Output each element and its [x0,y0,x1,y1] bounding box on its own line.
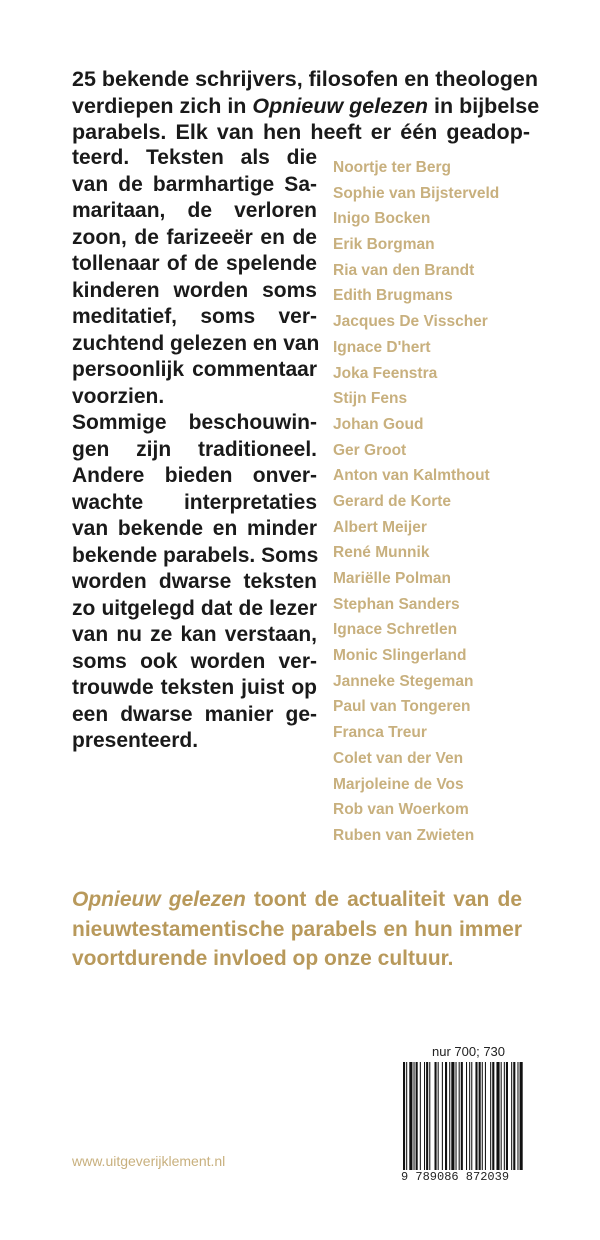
description-line: wachte interpretaties [72,490,317,514]
description-line: meditatief, soms ver- [72,305,317,328]
barcode-bar [517,1062,518,1170]
author-name: Edith Brugmans [333,287,453,305]
author-name: Ignace D'hert [333,338,431,356]
barcode-bar [479,1062,481,1170]
description-line: presenteerd. [72,729,199,752]
author-list [333,155,499,849]
closing-line: voortdurende invloed op onze cultuur. [72,947,454,970]
barcode-bar [511,1062,512,1170]
barcode-bar [429,1062,430,1170]
barcode-bar [504,1062,505,1170]
author-name: Ria van den Brandt [333,261,475,279]
description-line: persoonlijk commentaar [72,358,317,381]
closing-line: nieuwtestamentische parabels en hun immer [72,917,522,941]
description-column [72,145,320,755]
description-line: Sommige beschouwin- [72,411,317,434]
author-name: Anton van Kalmthout [333,467,490,485]
barcode-bar [420,1062,421,1170]
barcode-bar [506,1062,508,1170]
barcode-bar [426,1062,428,1170]
author-name: Mariëlle Polman [333,570,452,587]
isbn-number: 9 789086 872039 [401,1170,526,1184]
author-name: Stephan Sanders [333,595,460,613]
barcode-bar [475,1062,477,1170]
closing-line: Opnieuw gelezen toont de actualiteit van de [72,888,522,911]
book-title-italic: Opnieuw gelezen [252,93,429,118]
barcode-bar [442,1062,443,1170]
author-name: Franca Treur [333,724,427,742]
description-line: bekende parabels. Soms [72,543,319,567]
barcode-bar [424,1062,425,1170]
description-line: Andere bieden onver- [72,464,317,487]
description-line: een dwarse manier ge- [72,702,317,726]
author-name: Sophie van Bijsterveld [333,184,500,202]
barcode [401,1062,526,1186]
barcode-bar [461,1062,463,1170]
barcode-bar [496,1062,499,1170]
author-name: Inigo Bocken [333,210,431,228]
barcode-bar [406,1062,407,1170]
barcode-bar [471,1062,472,1170]
author-name: Colet van der Ven [333,749,464,767]
barcode-bar [485,1062,486,1170]
description-line: voorzien. [72,384,165,408]
description-line: van de barmhartige Sa- [72,172,317,196]
author-name: Albert Meijer [333,518,427,536]
author-name: Johan Goud [333,415,424,433]
barcode-bar [416,1062,418,1170]
description-line: soms ook worden ver- [72,649,317,673]
author-name: Erik Borgman [333,236,435,254]
author-name: Marjoleine de Vos [333,775,464,793]
nur-code: nur 700; 730 [432,1044,506,1059]
description-line: zoon, de farizeeër en de [72,225,317,249]
author-name: Stijn Fens [333,390,408,408]
author-name: Jacques De Visscher [333,313,488,331]
intro-line: 25 bekende schrijvers, filosofen en theologen [72,67,538,91]
author-name: Rob van Woerkom [333,801,469,819]
barcode-bar [482,1062,483,1170]
publisher-website[interactable]: www.uitgeverijklement.nl [72,1153,226,1169]
barcode-bars [401,1062,526,1170]
barcode-bar [414,1062,415,1170]
barcode-bar [466,1062,467,1170]
description-line: van bekende en minder [72,517,317,540]
barcode-bar [445,1062,447,1170]
description-line: trouwde teksten juist op [72,676,317,699]
barcode-bar [409,1062,412,1170]
barcode-bar [438,1062,439,1170]
intro-line: parabels. Elk van hen heeft er één geadop- [72,120,530,144]
author-name: Gerard de Korte [333,492,452,510]
barcode-bar [469,1062,470,1170]
description-line: gen zijn traditioneel. [72,437,317,461]
barcode-bar [403,1062,405,1170]
barcode-bar [490,1062,491,1170]
author-name: Paul van Tongeren [333,698,471,716]
description-line: kinderen worden soms [72,278,317,302]
description-line: zuchtend gelezen en van [72,331,320,355]
closing-paragraph [72,885,522,974]
description-line: van nu ze kan verstaan, [72,623,317,646]
description-line: maritaan, de verloren [72,199,317,222]
author-name: Janneke Stegeman [333,672,474,690]
barcode-bar [492,1062,494,1170]
author-name: Ruben van Zwieten [333,826,475,844]
intro-paragraph [72,66,540,146]
intro-line: verdiepen zich in Opnieuw gelezen in bijbelse [72,93,540,118]
author-name: Monic Slingerland [333,647,467,665]
description-line: zo uitgelegd dat de lezer [72,596,317,620]
description-line: tollenaar of de spelende [72,252,317,275]
barcode-bar [435,1062,437,1170]
author-name: René Munnik [333,544,430,562]
barcode-bar [520,1062,523,1170]
barcode-bar [456,1062,457,1170]
author-name: Ger Groot [333,441,407,459]
barcode-bar [501,1062,502,1170]
barcode-bar [513,1062,515,1170]
barcode-bar [451,1062,454,1170]
barcode-bar [449,1062,450,1170]
description-line: teerd. Teksten als die [72,146,317,169]
author-name: Ignace Schretlen [333,621,458,639]
barcode-bar [459,1062,460,1170]
book-title-italic: Opnieuw gelezen [72,888,246,911]
description-line: worden dwarse teksten [72,570,317,593]
author-name: Noortje ter Berg [333,159,451,176]
author-name: Joka Feenstra [333,364,438,382]
